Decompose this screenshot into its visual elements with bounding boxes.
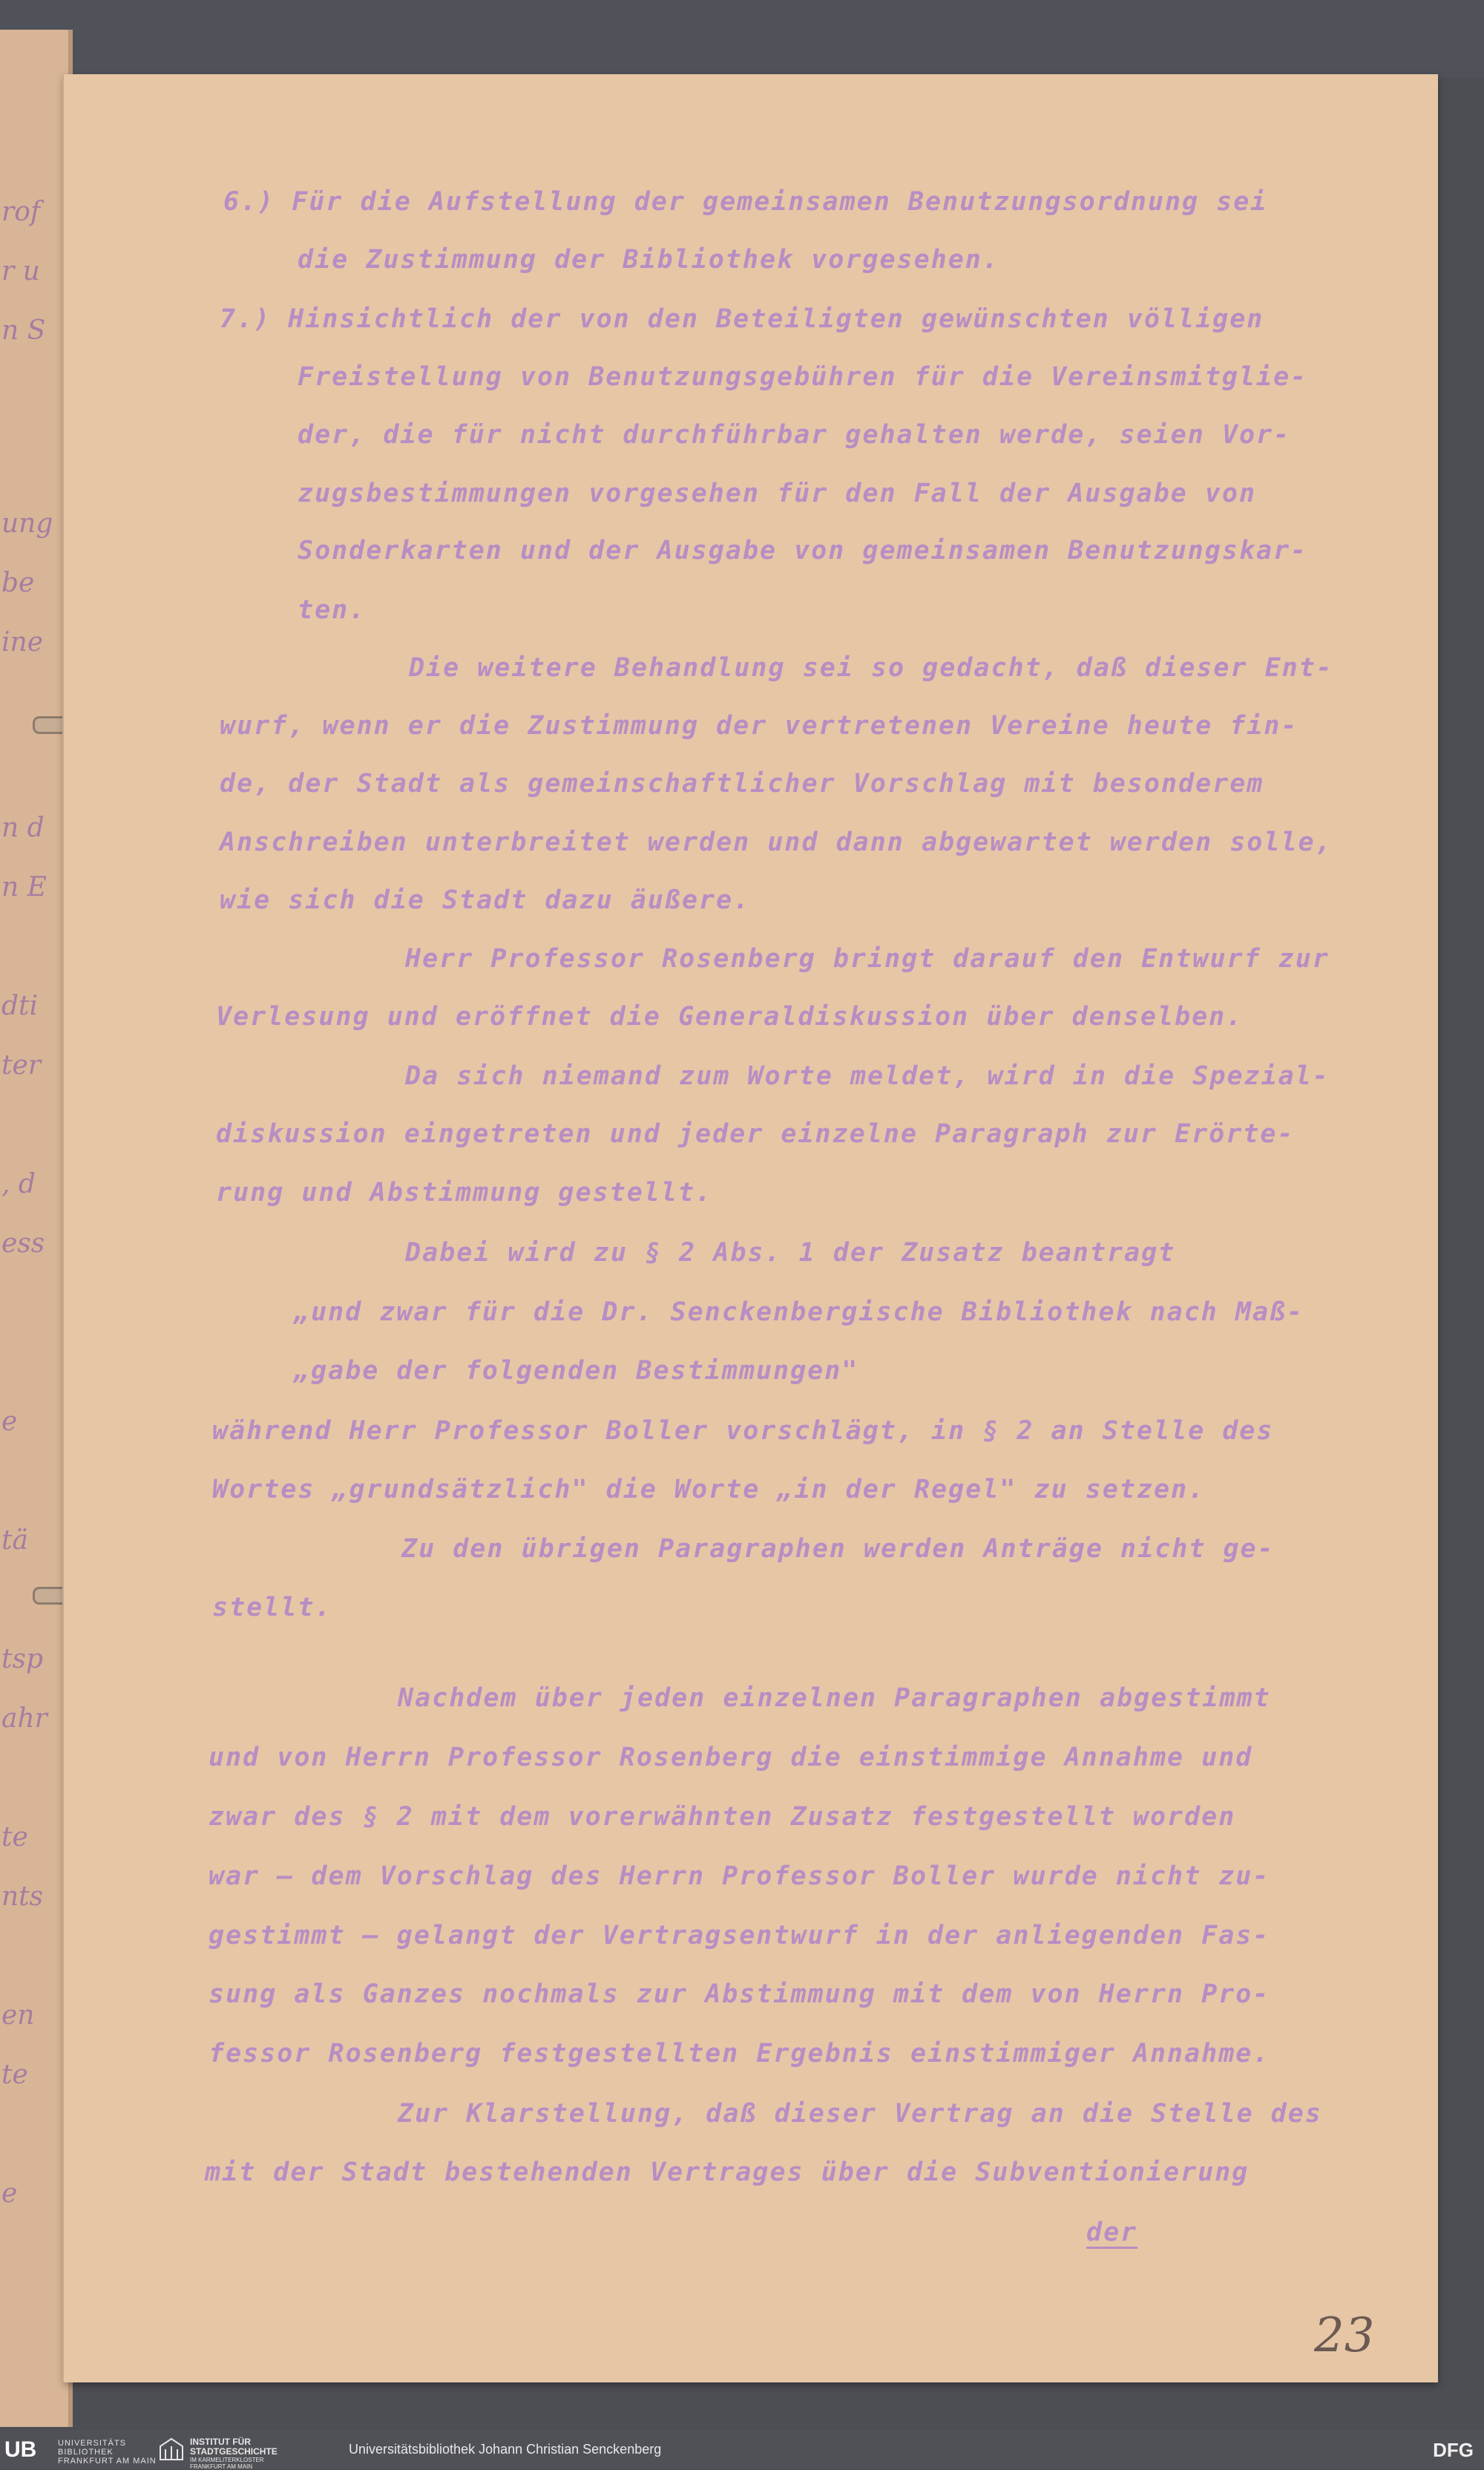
margin-fragment: nts (1, 1881, 44, 1912)
text-line: wurf, wenn er die Zustimmung der vertretenen Vereine heute fin- (220, 711, 1298, 741)
text-line: und von Herrn Professor Rosenberg die einstimmige Annahme und (209, 1743, 1253, 1772)
catchword: der (1086, 2218, 1138, 2247)
handwritten-page-number: 23 (1314, 2308, 1375, 2363)
text-line: rung und Abstimmung gestellt. (216, 1178, 713, 1208)
text-line: de, der Stadt als gemeinschaftlicher Vorschlag mit besonderem (220, 769, 1264, 799)
margin-fragment: tä (1, 1525, 28, 1556)
text-line: Freistellung von Benutzungsgebühren für die Vereinsmitglie- (298, 362, 1308, 392)
text-line: Anschreiben unterbreitet werden und dann abgewartet werden solle, (220, 828, 1333, 857)
margin-fragment: ung (1, 508, 53, 539)
text-line: diskussion eingetreten und jeder einzelne Paragraph zur Erörte- (216, 1119, 1295, 1149)
margin-fragment: e (1, 2178, 18, 2209)
ub-logo-subtitle (58, 2439, 157, 2466)
text-line: Herr Professor Rosenberg bringt darauf den Entwurf zur (405, 944, 1330, 974)
margin-fragment: n S (1, 315, 46, 346)
viewer-footer-bar (0, 2430, 1484, 2469)
text-line: stellt. (212, 1593, 332, 1622)
ub-logo[interactable]: UB (4, 2437, 37, 2462)
previous-page-edge (0, 30, 73, 2427)
text-line: „gabe der folgenden Bestimmungen" (294, 1356, 859, 1386)
text-line: Zur Klarstellung, daß dieser Vertrag an die Stelle des (398, 2099, 1322, 2129)
margin-fragment: ter (1, 1050, 41, 1081)
margin-fragment: tsp (1, 1644, 43, 1674)
typewritten-text (64, 74, 1438, 2382)
institute-line: FRANKFURT AM MAIN (190, 2463, 253, 2470)
text-line: ten. (298, 595, 367, 625)
ub-subtitle-line: BIBLIOTHEK (58, 2448, 114, 2457)
institute-building-icon (159, 2437, 184, 2461)
text-line: Sonderkarten und der Ausgabe von gemeinsamen Benutzungskar- (298, 536, 1308, 566)
text-line: Da sich niemand zum Worte meldet, wird in die Spezial- (405, 1061, 1330, 1091)
text-line: während Herr Professor Boller vorschlägt, in § 2 an Stelle des (212, 1416, 1274, 1446)
text-line: 7.) Hinsichtlich der von den Beteiligten gewünschten völligen (220, 304, 1264, 334)
margin-fragment: en (1, 2000, 35, 2031)
institute-line: STADTGESCHICHTE (190, 2446, 278, 2457)
text-line: zugsbestimmungen vorgesehen für den Fall der Ausgabe von (298, 479, 1257, 508)
document-page (64, 74, 1438, 2382)
margin-fragment: n d (1, 813, 45, 843)
text-line: Verlesung und eröffnet die Generaldiskussion über denselben. (216, 1002, 1244, 1032)
margin-fragment: r u (1, 256, 40, 286)
text-line: sung als Ganzes nochmals zur Abstimmung mit dem von Herrn Pro- (209, 1979, 1270, 2009)
text-line: zwar des § 2 mit dem vorerwähnten Zusatz festgestellt worden (209, 1802, 1236, 1832)
margin-fragment: ine (1, 627, 44, 658)
margin-fragment: ess (1, 1228, 45, 1259)
library-name: Universitätsbibliothek Johann Christian Senckenberg (349, 2442, 662, 2457)
text-line: gestimmt – gelangt der Vertragsentwurf in der anliegenden Fas- (209, 1921, 1270, 1950)
text-line: 6.) Für die Aufstellung der gemeinsamen Benutzungsordnung sei (223, 187, 1268, 217)
margin-fragment: dti (1, 991, 39, 1021)
text-line: die Zustimmung der Bibliothek vorgesehen. (298, 245, 999, 275)
dfg-logo[interactable]: DFG (1433, 2439, 1474, 2461)
institute-logo-text[interactable] (190, 2437, 278, 2470)
margin-fragment: be (1, 568, 35, 598)
text-line: Die weitere Behandlung sei so gedacht, daß dieser Ent- (409, 653, 1333, 683)
margin-fragment: te (1, 1822, 28, 1852)
margin-fragment: e (1, 1406, 18, 1437)
ub-subtitle-line: UNIVERSITÄTS (58, 2439, 127, 2448)
margin-fragment: te (1, 2060, 28, 2090)
text-line: Nachdem über jeden einzelnen Paragraphen abgestimmt (398, 1683, 1271, 1713)
text-line: war – dem Vorschlag des Herrn Professor Boller wurde nicht zu- (209, 1861, 1270, 1891)
text-line: Zu den übrigen Paragraphen werden Anträge nicht ge- (401, 1534, 1275, 1564)
scan-background (0, 0, 1484, 78)
text-line: „und zwar für die Dr. Senckenbergische Bibliothek nach Maß- (294, 1297, 1304, 1327)
ub-subtitle-line: FRANKFURT AM MAIN (58, 2457, 157, 2466)
margin-fragment: , d (1, 1169, 36, 1199)
text-line: mit der Stadt bestehenden Vertrages über die Subventionierung (205, 2158, 1250, 2187)
margin-fragment: ahr (1, 1703, 47, 1734)
margin-fragment: n E (1, 872, 47, 902)
text-line: Wortes „grundsätzlich" die Worte „in der Regel" zu setzen. (212, 1475, 1206, 1504)
text-line: der, die für nicht durchführbar gehalten werde, seien Vor- (298, 420, 1291, 450)
institute-line: INSTITUT FÜR (190, 2437, 251, 2447)
text-line: Dabei wird zu § 2 Abs. 1 der Zusatz beantragt (405, 1238, 1176, 1268)
margin-fragment: rof (1, 197, 41, 227)
text-line: wie sich die Stadt dazu äußere. (220, 885, 751, 915)
institute-line: IM KARMELITERKLOSTER (190, 2457, 264, 2463)
text-line: fessor Rosenberg festgestellten Ergebnis einstimmiger Annahme. (209, 2039, 1270, 2068)
